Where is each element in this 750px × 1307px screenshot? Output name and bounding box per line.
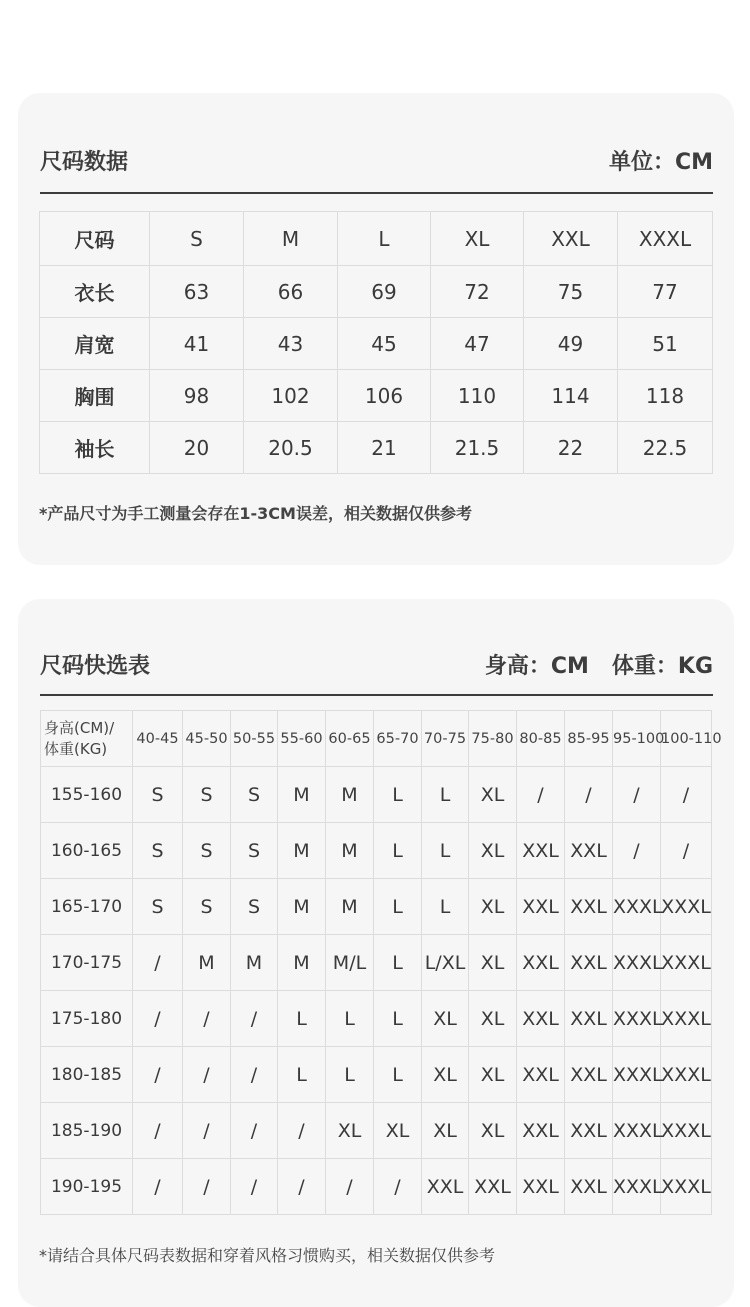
table-cell: 22 (524, 422, 618, 474)
table-cell: XXL (565, 1159, 613, 1215)
table-cell: XL (326, 1103, 374, 1159)
height-range-header: 160-165 (41, 823, 133, 879)
height-range-header: 155-160 (41, 767, 133, 823)
table-cell: / (133, 1103, 183, 1159)
table-cell: / (278, 1103, 326, 1159)
table-cell: XL (469, 1047, 517, 1103)
table-cell: S (133, 767, 183, 823)
table-row (41, 767, 712, 823)
table-row (40, 318, 713, 370)
table-cell: XXXL (613, 1103, 661, 1159)
table-cell: / (183, 1103, 231, 1159)
size-label: S (150, 212, 244, 266)
table-cell: XXL (469, 1159, 517, 1215)
table-header-row (40, 212, 713, 266)
table-cell: XXXL (661, 879, 712, 935)
table-cell: XL (469, 991, 517, 1047)
table-cell: L (422, 767, 469, 823)
table-cell: XXXL (661, 991, 712, 1047)
table-cell: S (183, 823, 231, 879)
table-cell: XL (469, 823, 517, 879)
size-label: XXXL (618, 212, 713, 266)
table-cell: 106 (338, 370, 431, 422)
table-cell: / (278, 1159, 326, 1215)
table-cell: / (183, 1047, 231, 1103)
table-cell: / (133, 1159, 183, 1215)
size-data-title: 尺码数据 (40, 150, 129, 175)
table-cell: 118 (618, 370, 713, 422)
weight-range-header: 65-70 (374, 711, 422, 767)
row-header: 袖长 (40, 422, 150, 474)
table-cell: 69 (338, 266, 431, 318)
quick-select-header (40, 649, 713, 680)
table-cell: / (565, 767, 613, 823)
weight-range-header: 95-100 (613, 711, 661, 767)
table-cell: S (231, 823, 278, 879)
size-data-unit: 单位：CM (608, 150, 713, 175)
table-cell: M (326, 879, 374, 935)
table-cell: 77 (618, 266, 713, 318)
row-header: 胸围 (40, 370, 150, 422)
table-cell: L (374, 823, 422, 879)
table-cell: S (133, 879, 183, 935)
weight-range-header: 75-80 (469, 711, 517, 767)
height-range-header: 170-175 (41, 935, 133, 991)
row-header: 肩宽 (40, 318, 150, 370)
table-cell: 22.5 (618, 422, 713, 474)
table-cell: XL (422, 1047, 469, 1103)
corner-line: 身高(CM)/ (44, 718, 115, 737)
table-cell: S (183, 767, 231, 823)
table-cell: L (374, 1047, 422, 1103)
table-cell: 102 (244, 370, 338, 422)
table-cell: / (133, 991, 183, 1047)
weight-range-header: 60-65 (326, 711, 374, 767)
table-cell: XXXL (613, 991, 661, 1047)
table-cell: S (231, 879, 278, 935)
table-cell: XL (469, 767, 517, 823)
table-cell: 21 (338, 422, 431, 474)
table-cell: L (422, 879, 469, 935)
table-cell: 49 (524, 318, 618, 370)
table-cell: 20 (150, 422, 244, 474)
table-cell: 41 (150, 318, 244, 370)
table-row (41, 1159, 712, 1215)
table-cell: XXL (565, 823, 613, 879)
table-cell: L (326, 991, 374, 1047)
size-label: M (244, 212, 338, 266)
table-cell: / (231, 1103, 278, 1159)
table-cell: XXXL (613, 1047, 661, 1103)
table-cell: M (278, 767, 326, 823)
table-cell: / (231, 991, 278, 1047)
quick-select-note: *请结合具体尺码表数据和穿着风格习惯购买，相关数据仅供参考 (39, 1246, 496, 1265)
table-cell: 63 (150, 266, 244, 318)
table-cell: XL (469, 1103, 517, 1159)
table-cell: M (231, 935, 278, 991)
table-cell: 72 (431, 266, 524, 318)
quick-select-table (40, 710, 722, 1215)
table-cell: / (517, 767, 565, 823)
table-cell: XXL (517, 1047, 565, 1103)
table-cell: / (661, 767, 712, 823)
table-row (40, 266, 713, 318)
table-cell: / (133, 935, 183, 991)
table-cell: XXL (517, 1103, 565, 1159)
table-cell: 114 (524, 370, 618, 422)
weight-range-header: 50-55 (231, 711, 278, 767)
corner-line: 体重(KG) (44, 739, 108, 758)
size-label: XXL (524, 212, 618, 266)
height-range-header: 185-190 (41, 1103, 133, 1159)
table-cell: S (133, 823, 183, 879)
table-row (41, 1047, 712, 1103)
table-cell: 43 (244, 318, 338, 370)
table-cell: / (613, 767, 661, 823)
table-cell: XXL (565, 1103, 613, 1159)
table-cell: / (613, 823, 661, 879)
table-cell: L (278, 1047, 326, 1103)
table-cell: / (183, 1159, 231, 1215)
table-cell: XXL (517, 935, 565, 991)
table-row (41, 1103, 712, 1159)
table-cell: M (278, 935, 326, 991)
table-row (41, 935, 712, 991)
table-cell: / (183, 991, 231, 1047)
table-cell: / (231, 1047, 278, 1103)
size-data-header (40, 145, 713, 176)
table-cell: XXXL (661, 1103, 712, 1159)
height-range-header: 190-195 (41, 1159, 133, 1215)
size-label: L (338, 212, 431, 266)
size-data-note: *产品尺寸为手工测量会存在1-3CM误差，相关数据仅供参考 (39, 504, 472, 523)
quick-select-card (18, 599, 734, 1307)
table-row (41, 879, 712, 935)
table-row (40, 370, 713, 422)
table-cell: L (374, 935, 422, 991)
table-cell: / (661, 823, 712, 879)
table-cell: XXXL (661, 935, 712, 991)
table-cell: S (183, 879, 231, 935)
table-cell: L/XL (422, 935, 469, 991)
table-cell: M (278, 823, 326, 879)
table-cell: XXXL (613, 935, 661, 991)
table-cell: L (374, 879, 422, 935)
table-cell: M (326, 767, 374, 823)
table-cell: XXL (565, 1047, 613, 1103)
table-cell: XXL (517, 879, 565, 935)
table-cell: S (231, 767, 278, 823)
table-cell: XL (422, 991, 469, 1047)
row-header: 衣长 (40, 266, 150, 318)
table-cell: XXXL (613, 1159, 661, 1215)
table-cell: / (374, 1159, 422, 1215)
table-cell: L (422, 823, 469, 879)
weight-range-header: 55-60 (278, 711, 326, 767)
table-cell: 110 (431, 370, 524, 422)
quick-select-unit: 身高：CM 体重：KG (484, 654, 713, 679)
table-cell: XXL (565, 935, 613, 991)
table-cell: XXL (565, 991, 613, 1047)
table-cell: / (133, 1047, 183, 1103)
corner-header (41, 711, 133, 767)
table-cell: 47 (431, 318, 524, 370)
table-cell: XXXL (613, 879, 661, 935)
table-cell: XL (422, 1103, 469, 1159)
table-cell: L (326, 1047, 374, 1103)
weight-range-header: 70-75 (422, 711, 469, 767)
row-header: 尺码 (40, 212, 150, 266)
weight-range-header: 100-110 (661, 711, 712, 767)
table-header-row (41, 711, 712, 767)
table-cell: 21.5 (431, 422, 524, 474)
height-range-header: 180-185 (41, 1047, 133, 1103)
table-cell: XL (374, 1103, 422, 1159)
table-cell: XXXL (661, 1047, 712, 1103)
table-cell: XXL (517, 1159, 565, 1215)
table-cell: M/L (326, 935, 374, 991)
weight-range-header: 40-45 (133, 711, 183, 767)
table-cell: M (278, 879, 326, 935)
table-cell: M (326, 823, 374, 879)
weight-range-header: 80-85 (517, 711, 565, 767)
divider (40, 694, 713, 696)
table-cell: 66 (244, 266, 338, 318)
divider (40, 192, 713, 194)
size-label: XL (431, 212, 524, 266)
table-cell: / (326, 1159, 374, 1215)
table-cell: / (231, 1159, 278, 1215)
table-cell: 51 (618, 318, 713, 370)
table-row (41, 823, 712, 879)
table-cell: M (183, 935, 231, 991)
table-cell: XXL (517, 823, 565, 879)
weight-range-header: 85-95 (565, 711, 613, 767)
table-cell: XXL (565, 879, 613, 935)
table-row (41, 991, 712, 1047)
table-cell: XXL (422, 1159, 469, 1215)
size-data-card (18, 93, 734, 565)
quick-select-title: 尺码快选表 (40, 654, 151, 679)
table-row (40, 422, 713, 474)
table-cell: L (278, 991, 326, 1047)
size-data-table (39, 211, 713, 474)
table-cell: L (374, 767, 422, 823)
height-range-header: 175-180 (41, 991, 133, 1047)
table-cell: XXXL (661, 1159, 712, 1215)
table-cell: XL (469, 935, 517, 991)
table-cell: 98 (150, 370, 244, 422)
table-cell: 45 (338, 318, 431, 370)
table-cell: L (374, 991, 422, 1047)
table-cell: XL (469, 879, 517, 935)
weight-range-header: 45-50 (183, 711, 231, 767)
table-cell: 20.5 (244, 422, 338, 474)
table-cell: 75 (524, 266, 618, 318)
height-range-header: 165-170 (41, 879, 133, 935)
table-cell: XXL (517, 991, 565, 1047)
